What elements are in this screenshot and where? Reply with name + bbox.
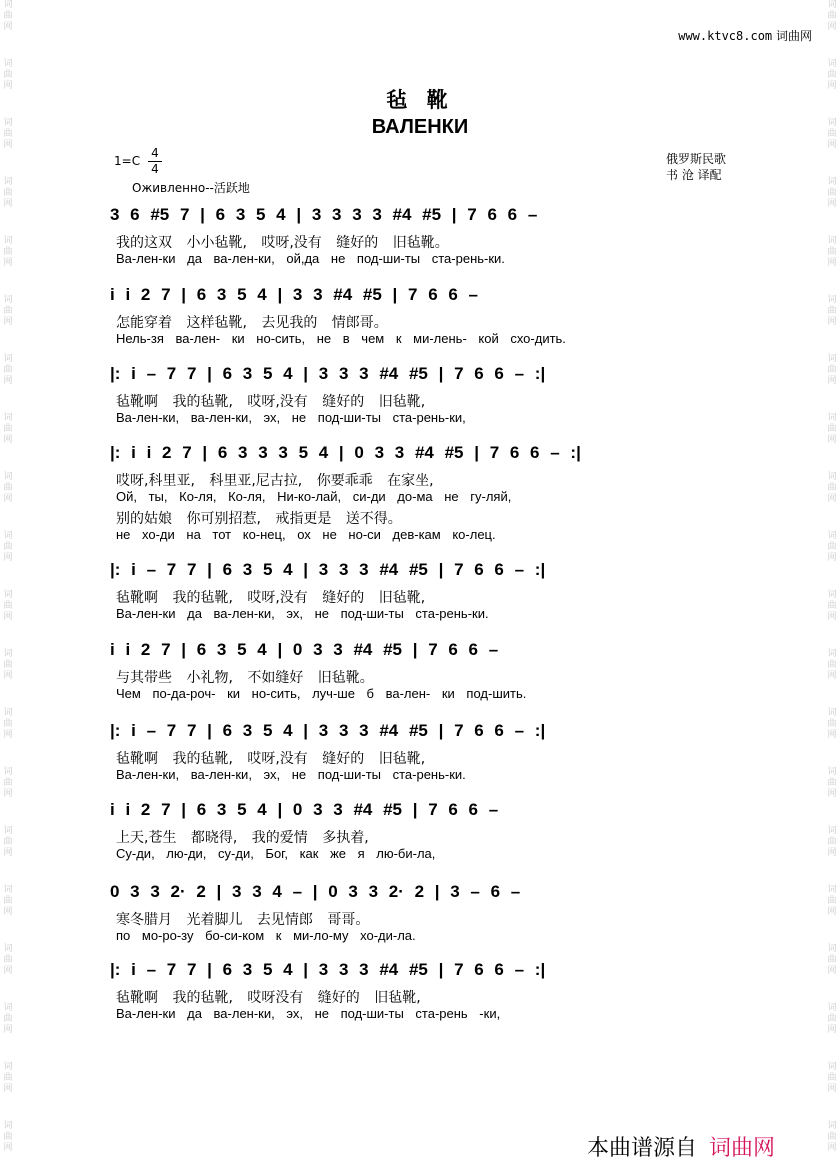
watermark-char: 网 bbox=[827, 22, 837, 32]
watermark-gap bbox=[824, 800, 840, 826]
lyric-chinese: 与其带些 小礼物, 不如缝好 旧毡靴。 bbox=[116, 670, 374, 686]
lyric-chinese: 毡靴啊 我的毡靴, 哎呀没有 缝好的 旧毡靴, bbox=[116, 990, 421, 1006]
watermark-char: 网 bbox=[827, 1143, 837, 1153]
watermark-char: 曲 bbox=[3, 188, 13, 198]
watermark-char: 网 bbox=[3, 848, 13, 858]
watermark-char: 词 bbox=[3, 649, 13, 659]
watermark-char: 词 bbox=[3, 1121, 13, 1131]
watermark-gap bbox=[824, 387, 840, 413]
watermark-gap bbox=[824, 505, 840, 531]
watermark-gap bbox=[0, 741, 16, 767]
watermark-char: 词 bbox=[3, 708, 13, 718]
site-url[interactable]: www.ktvc8.com bbox=[678, 29, 773, 43]
lyric-russian: Ва-лен-ки да ва-лен-ки, ой,да не под-ши-ты ста-рень-ки. bbox=[116, 251, 505, 266]
watermark-gap bbox=[0, 918, 16, 944]
watermark-char: 词 bbox=[827, 295, 837, 305]
watermark-gap bbox=[0, 623, 16, 649]
title-russian: ВАЛЕНКИ bbox=[371, 116, 469, 138]
watermark-gap bbox=[0, 269, 16, 295]
watermark-gap bbox=[0, 1154, 16, 1169]
watermark-gap bbox=[824, 1095, 840, 1121]
watermark-char: 网 bbox=[827, 553, 837, 563]
watermark-char: 网 bbox=[3, 789, 13, 799]
lyric-russian: Ва-лен-ки да ва-лен-ки, эх, не под-ши-ты ста-рень-ки. bbox=[116, 606, 489, 621]
watermark-char: 网 bbox=[827, 1084, 837, 1094]
watermark-char: 曲 bbox=[827, 483, 837, 493]
watermark-char: 词 bbox=[3, 413, 13, 423]
watermark-char: 词 bbox=[3, 354, 13, 364]
watermark-gap bbox=[824, 1036, 840, 1062]
lyric-chinese: 毡靴啊 我的毡靴, 哎呀,没有 缝好的 旧毡靴, bbox=[116, 751, 426, 767]
watermark-char: 网 bbox=[3, 81, 13, 91]
watermark-char: 词 bbox=[827, 531, 837, 541]
watermark-char: 曲 bbox=[3, 129, 13, 139]
watermark-char: 词 bbox=[827, 413, 837, 423]
watermark-char: 曲 bbox=[827, 365, 837, 375]
watermark-char: 词 bbox=[827, 826, 837, 836]
key-signature: 1=C bbox=[114, 154, 141, 168]
watermark-gap bbox=[824, 1154, 840, 1169]
right-watermark-strip bbox=[824, 0, 840, 1169]
watermark-gap bbox=[0, 33, 16, 59]
watermark-char: 网 bbox=[3, 553, 13, 563]
lyric-russian: Ва-лен-ки, ва-лен-ки, эх, не под-ши-ты ста-рень-ки, bbox=[116, 410, 466, 425]
watermark-char: 网 bbox=[827, 376, 837, 386]
lyric-chinese: 寒冬腊月 光着脚儿 去见情郎 哥哥。 bbox=[116, 912, 370, 928]
watermark-char: 词 bbox=[3, 295, 13, 305]
watermark-char: 曲 bbox=[827, 424, 837, 434]
watermark-char: 词 bbox=[3, 590, 13, 600]
tempo-marking: Оживленно--活跃地 bbox=[132, 181, 250, 195]
watermark-char: 曲 bbox=[3, 837, 13, 847]
watermark-char: 词 bbox=[3, 1003, 13, 1013]
watermark-char: 曲 bbox=[827, 11, 837, 21]
watermark-char: 词 bbox=[827, 0, 837, 10]
watermark-char: 网 bbox=[827, 966, 837, 976]
watermark-char: 曲 bbox=[827, 837, 837, 847]
watermark-char: 网 bbox=[3, 22, 13, 32]
notation-line: i i 2 7 | 6 3 5 4 | 0 3 3 #4 #5 | 7 6 6 – bbox=[110, 800, 499, 819]
watermark-char: 曲 bbox=[3, 1014, 13, 1024]
watermark-char: 曲 bbox=[827, 601, 837, 611]
watermark-char: 网 bbox=[827, 848, 837, 858]
watermark-char: 网 bbox=[827, 789, 837, 799]
watermark-char: 网 bbox=[3, 730, 13, 740]
watermark-char: 曲 bbox=[3, 660, 13, 670]
watermark-char: 曲 bbox=[827, 542, 837, 552]
watermark-gap bbox=[824, 682, 840, 708]
watermark-char: 曲 bbox=[827, 129, 837, 139]
notation-line: |: i – 7 7 | 6 3 5 4 | 3 3 3 #4 #5 | 7 6 6 – :| bbox=[110, 560, 546, 579]
time-signature bbox=[148, 146, 162, 177]
watermark-char: 曲 bbox=[3, 70, 13, 80]
watermark-char: 曲 bbox=[3, 424, 13, 434]
watermark-char: 网 bbox=[3, 907, 13, 917]
watermark-char: 词 bbox=[827, 177, 837, 187]
watermark-char: 词 bbox=[827, 1121, 837, 1131]
site-name: 词曲网 bbox=[775, 29, 812, 43]
watermark-char: 网 bbox=[827, 494, 837, 504]
watermark-char: 曲 bbox=[827, 306, 837, 316]
watermark-char: 词 bbox=[3, 944, 13, 954]
footer-source bbox=[587, 1131, 775, 1162]
watermark-char: 曲 bbox=[3, 955, 13, 965]
watermark-char: 网 bbox=[3, 966, 13, 976]
watermark-char: 网 bbox=[827, 612, 837, 622]
watermark-gap bbox=[0, 446, 16, 472]
watermark-char: 网 bbox=[3, 199, 13, 209]
watermark-char: 词 bbox=[827, 118, 837, 128]
watermark-char: 曲 bbox=[827, 70, 837, 80]
watermark-char: 曲 bbox=[3, 1073, 13, 1083]
watermark-gap bbox=[0, 1036, 16, 1062]
lyric-russian: по мо-ро-зу бо-си-ком к ми-ло-му хо-ди-ла. bbox=[116, 928, 416, 943]
watermark-char: 词 bbox=[827, 944, 837, 954]
watermark-char: 曲 bbox=[3, 1132, 13, 1142]
notation-line: |: i i 2 7 | 6 3 3 3 5 4 | 0 3 3 #4 #5 | 7 6 6 – :| bbox=[110, 443, 581, 462]
watermark-char: 网 bbox=[827, 199, 837, 209]
watermark-char: 网 bbox=[3, 376, 13, 386]
watermark-gap bbox=[824, 859, 840, 885]
watermark-gap bbox=[0, 977, 16, 1003]
watermark-char: 词 bbox=[827, 59, 837, 69]
watermark-char: 曲 bbox=[3, 365, 13, 375]
watermark-char: 网 bbox=[827, 140, 837, 150]
time-denominator: 4 bbox=[151, 162, 159, 176]
watermark-char: 词 bbox=[3, 531, 13, 541]
watermark-gap bbox=[0, 210, 16, 236]
watermark-gap bbox=[0, 800, 16, 826]
watermark-char: 词 bbox=[827, 236, 837, 246]
watermark-char: 网 bbox=[3, 671, 13, 681]
watermark-char: 网 bbox=[827, 730, 837, 740]
watermark-char: 曲 bbox=[827, 1132, 837, 1142]
watermark-gap bbox=[824, 210, 840, 236]
watermark-gap bbox=[824, 564, 840, 590]
watermark-char: 词 bbox=[827, 649, 837, 659]
watermark-char: 曲 bbox=[3, 247, 13, 257]
watermark-gap bbox=[0, 505, 16, 531]
watermark-char: 曲 bbox=[827, 778, 837, 788]
watermark-char: 网 bbox=[3, 612, 13, 622]
watermark-char: 曲 bbox=[827, 719, 837, 729]
watermark-char: 词 bbox=[3, 1062, 13, 1072]
watermark-char: 网 bbox=[3, 1084, 13, 1094]
title-chinese: 毡 靴 bbox=[386, 88, 454, 112]
watermark-char: 词 bbox=[827, 885, 837, 895]
watermark-char: 词 bbox=[3, 826, 13, 836]
lyric-russian: Нель-зя ва-лен- ки но-сить, не в чем к ми-лень- кой схо-дить. bbox=[116, 331, 566, 346]
watermark-char: 曲 bbox=[3, 11, 13, 21]
watermark-char: 曲 bbox=[827, 1014, 837, 1024]
watermark-char: 词 bbox=[3, 177, 13, 187]
watermark-char: 网 bbox=[3, 1025, 13, 1035]
watermark-char: 词 bbox=[827, 472, 837, 482]
watermark-gap bbox=[0, 859, 16, 885]
watermark-char: 曲 bbox=[3, 896, 13, 906]
watermark-gap bbox=[824, 918, 840, 944]
watermark-gap bbox=[824, 269, 840, 295]
watermark-char: 词 bbox=[827, 1003, 837, 1013]
footer-text: 本曲谱源自 bbox=[587, 1136, 698, 1161]
watermark-gap bbox=[824, 328, 840, 354]
watermark-char: 曲 bbox=[3, 306, 13, 316]
notation-line: |: i – 7 7 | 6 3 5 4 | 3 3 3 #4 #5 | 7 6 6 – :| bbox=[110, 721, 546, 740]
watermark-char: 词 bbox=[827, 590, 837, 600]
lyric-russian: Ой, ты, Ко-ля, Ко-ля, Ни-ко-лай, си-ди до-ма не гу-ляй, bbox=[116, 489, 512, 504]
lyric-chinese: 怎能穿着 这样毡靴, 去见我的 情郎哥。 bbox=[116, 315, 388, 331]
watermark-char: 词 bbox=[3, 767, 13, 777]
lyric-chinese: 哎呀,科里亚, 科里亚,尼古拉, 你要乖乖 在家坐, bbox=[116, 473, 434, 489]
watermark-gap bbox=[0, 1095, 16, 1121]
watermark-char: 词 bbox=[3, 59, 13, 69]
watermark-gap bbox=[824, 977, 840, 1003]
watermark-char: 曲 bbox=[3, 483, 13, 493]
watermark-char: 曲 bbox=[3, 719, 13, 729]
notation-line: |: i – 7 7 | 6 3 5 4 | 3 3 3 #4 #5 | 7 6 6 – :| bbox=[110, 364, 546, 383]
watermark-char: 网 bbox=[827, 81, 837, 91]
watermark-gap bbox=[824, 623, 840, 649]
watermark-char: 曲 bbox=[827, 660, 837, 670]
notation-line: 3 6 #5 7 | 6 3 5 4 | 3 3 3 3 #4 #5 | 7 6 6 – bbox=[110, 205, 538, 224]
time-numerator: 4 bbox=[148, 146, 162, 162]
watermark-char: 曲 bbox=[827, 247, 837, 257]
lyric-russian: Ва-лен-ки, ва-лен-ки, эх, не под-ши-ты ста-рень-ки. bbox=[116, 767, 466, 782]
watermark-char: 词 bbox=[3, 472, 13, 482]
footer-brand[interactable]: 词曲网 bbox=[709, 1136, 776, 1161]
watermark-char: 曲 bbox=[3, 542, 13, 552]
watermark-gap bbox=[824, 741, 840, 767]
watermark-char: 网 bbox=[3, 494, 13, 504]
watermark-char: 网 bbox=[3, 317, 13, 327]
watermark-char: 网 bbox=[827, 435, 837, 445]
lyric-chinese: 毡靴啊 我的毡靴, 哎呀,没有 缝好的 旧毡靴, bbox=[116, 394, 426, 410]
watermark-char: 网 bbox=[3, 140, 13, 150]
watermark-char: 曲 bbox=[3, 601, 13, 611]
translator-credit: 书 沧 译配 bbox=[666, 168, 722, 182]
lyric-russian: Су-ди, лю-ди, су-ди, Бог, как же я лю-би-ла, bbox=[116, 846, 436, 861]
watermark-char: 词 bbox=[3, 885, 13, 895]
watermark-gap bbox=[824, 151, 840, 177]
lyric-chinese: 毡靴啊 我的毡靴, 哎呀,没有 缝好的 旧毡靴, bbox=[116, 590, 426, 606]
watermark-char: 网 bbox=[827, 317, 837, 327]
watermark-char: 词 bbox=[827, 767, 837, 777]
watermark-gap bbox=[0, 564, 16, 590]
watermark-char: 词 bbox=[3, 236, 13, 246]
watermark-char: 网 bbox=[3, 1143, 13, 1153]
watermark-char: 曲 bbox=[827, 188, 837, 198]
watermark-char: 曲 bbox=[827, 955, 837, 965]
lyric-chinese: 我的这双 小小毡靴, 哎呀,没有 缝好的 旧毡靴。 bbox=[116, 235, 449, 251]
lyric-russian-verse2: не хо-ди на тот ко-нец, ох не но-си дев-кам ко-лец. bbox=[116, 527, 496, 542]
watermark-gap bbox=[824, 446, 840, 472]
watermark-char: 词 bbox=[827, 1062, 837, 1072]
site-header bbox=[678, 27, 812, 44]
watermark-char: 网 bbox=[827, 671, 837, 681]
watermark-gap bbox=[824, 33, 840, 59]
lyric-chinese-verse2: 别的姑娘 你可别招惹, 戒指更是 送不得。 bbox=[116, 511, 402, 527]
watermark-char: 网 bbox=[827, 1025, 837, 1035]
origin-credit: 俄罗斯民歌 bbox=[666, 152, 727, 166]
watermark-char: 词 bbox=[3, 0, 13, 10]
lyric-chinese: 上天,苍生 都晓得, 我的爱情 多执着, bbox=[116, 830, 369, 846]
watermark-gap bbox=[0, 151, 16, 177]
left-watermark-strip bbox=[0, 0, 16, 1169]
watermark-gap bbox=[0, 328, 16, 354]
watermark-char: 网 bbox=[3, 435, 13, 445]
lyric-russian: Ва-лен-ки да ва-лен-ки, эх, не под-ши-ты ста-рень -ки, bbox=[116, 1006, 501, 1021]
watermark-char: 词 bbox=[3, 118, 13, 128]
watermark-char: 曲 bbox=[3, 778, 13, 788]
watermark-char: 网 bbox=[3, 258, 13, 268]
watermark-char: 词 bbox=[827, 354, 837, 364]
watermark-char: 网 bbox=[827, 258, 837, 268]
notation-line: 0 3 3 2· 2 | 3 3 4 – | 0 3 3 2· 2 | 3 – 6 – bbox=[110, 882, 521, 901]
notation-line: i i 2 7 | 6 3 5 4 | 0 3 3 #4 #5 | 7 6 6 – bbox=[110, 640, 499, 659]
watermark-char: 网 bbox=[827, 907, 837, 917]
watermark-char: 曲 bbox=[827, 896, 837, 906]
watermark-char: 词 bbox=[827, 708, 837, 718]
notation-line: |: i – 7 7 | 6 3 5 4 | 3 3 3 #4 #5 | 7 6 6 – :| bbox=[110, 960, 546, 979]
notation-line: i i 2 7 | 6 3 5 4 | 3 3 #4 #5 | 7 6 6 – bbox=[110, 285, 479, 304]
watermark-char: 曲 bbox=[827, 1073, 837, 1083]
lyric-russian: Чем по-да-роч- ки но-сить, луч-ше б ва-лен- ки под-шить. bbox=[116, 686, 527, 701]
watermark-gap bbox=[0, 387, 16, 413]
watermark-gap bbox=[0, 682, 16, 708]
